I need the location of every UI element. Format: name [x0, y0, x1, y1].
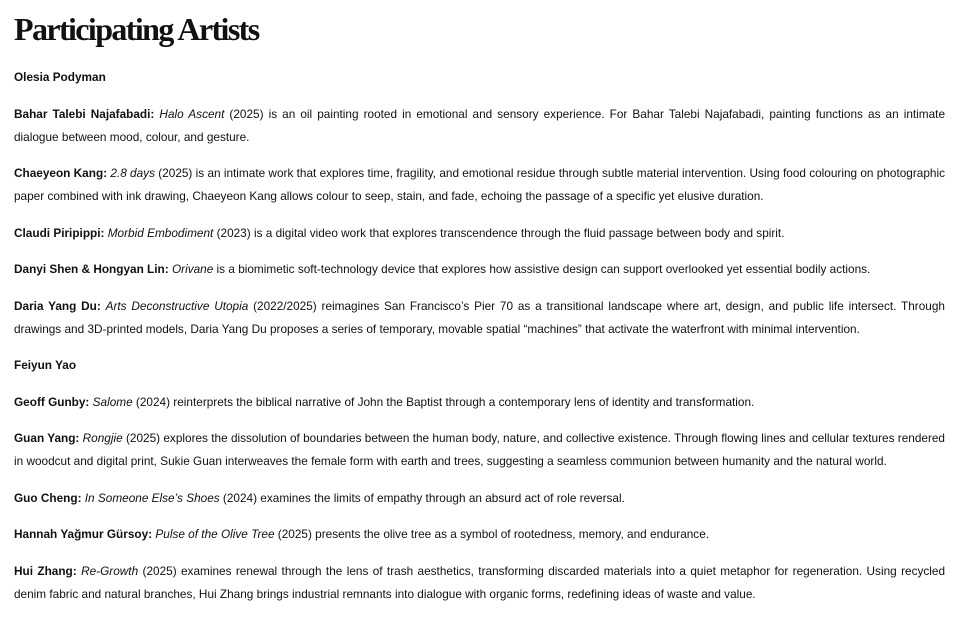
- artist-entry: [14, 354, 945, 377]
- artwork-title: Orivane: [171, 262, 214, 276]
- artwork-title: Rongjie: [82, 431, 123, 445]
- artist-name: Hui Zhang:: [14, 563, 77, 578]
- artwork-description: (2022/2025) reimagines San Francisco’s Pier 70 as a transitional landscape where art, design, and public life intersect. Through drawings and 3D-printed models, Daria Yang Du proposes a series of temporary, movable spatial “machines” that activate the waterfront with minimal intervention.: [14, 298, 945, 336]
- artist-name: Hannah Yağmur Gürsoy:: [14, 527, 153, 541]
- artist-name: Feiyun Yao: [14, 358, 77, 372]
- artwork-description: (2025) presents the olive tree as a symbol of rootedness, memory, and endurance.: [274, 527, 710, 541]
- artwork-description: (2023) is a digital video work that explores transcendence through the fluid passage between body and spirit.: [213, 225, 785, 240]
- artist-name: Guan Yang:: [14, 431, 80, 445]
- artist-name: Bahar Talebi Najafabadi:: [14, 106, 155, 121]
- artwork-title: Arts Deconstructive Utopia: [105, 298, 249, 313]
- artwork-title: Halo Ascent: [159, 106, 225, 121]
- artwork-title: Pulse of the Olive Tree: [155, 527, 275, 541]
- artwork-description: (2025) is an oil painting rooted in emotional and sensory experience. For Bahar Talebi Najafabadi, painting functions as an intimate dialogue between mood, colour, and gesture.: [14, 106, 946, 144]
- artwork-description: (2024) examines the limits of empathy through an absurd act of role reversal.: [219, 490, 625, 505]
- page-title: Participating Artists: [14, 11, 259, 47]
- artwork-description: is a biomimetic soft-technology device that explores how assistive design can support overlooked yet essential bodily actions.: [213, 262, 871, 276]
- artist-name: Guo Cheng:: [14, 490, 82, 505]
- artist-list: [14, 66, 945, 606]
- artist-entry: [14, 391, 945, 414]
- artist-name: Olesia Podyman: [14, 70, 106, 84]
- artwork-title: Salome: [92, 394, 133, 409]
- artist-entry: [14, 66, 945, 89]
- artwork-description: (2025) explores the dissolution of boundaries between the human body, nature, and collective existence. Through flowing lines and cellular textures rendered in woodcut and digital print, Sukie Guan interweaves the female form with earth and trees, suggesting a seamless communion between humanity and the natural world.: [14, 431, 945, 468]
- artist-entry: [14, 523, 945, 546]
- artwork-title: Re-Growth: [81, 563, 139, 578]
- artist-entry: [14, 295, 945, 341]
- artist-name: Daria Yang Du:: [14, 298, 101, 313]
- artist-entry: [14, 103, 945, 149]
- artwork-description: (2024) reinterprets the biblical narrative of John the Baptist through a contemporary lens of identity and transformation.: [132, 394, 755, 409]
- artwork-description: (2025) examines renewal through the lens of trash aesthetics, transforming discarded materials into a quiet metaphor for regeneration. Using recycled denim fabric and natural branches, Hui Zhang brings industrial remnants into dialogue with organic forms, redefining ideas of waste and value.: [14, 563, 946, 601]
- artwork-title: 2.8 days: [110, 166, 155, 180]
- artwork-title: In Someone Else’s Shoes: [84, 490, 220, 505]
- artist-entry: [14, 427, 945, 473]
- artist-entry: [14, 487, 945, 510]
- artist-name: Geoff Gunby:: [14, 394, 90, 409]
- artwork-description: (2025) is an intimate work that explores time, fragility, and emotional residue through subtle material intervention. Using food colouring on photographic paper combined with ink drawing, Chaeyeon Kang allows colour to seep, stain, and fade, echoing the passage of a specific yet elusive duration.: [14, 166, 945, 203]
- artist-entry: [14, 560, 945, 606]
- artist-entry: [14, 162, 945, 208]
- artist-entry: [14, 258, 945, 281]
- artist-name: Chaeyeon Kang:: [14, 166, 108, 180]
- artwork-title: Morbid Embodiment: [107, 225, 214, 240]
- artist-entry: [14, 222, 945, 245]
- artist-name: Claudi Piripippi:: [14, 225, 105, 240]
- artist-name: Danyi Shen & Hongyan Lin:: [14, 262, 169, 276]
